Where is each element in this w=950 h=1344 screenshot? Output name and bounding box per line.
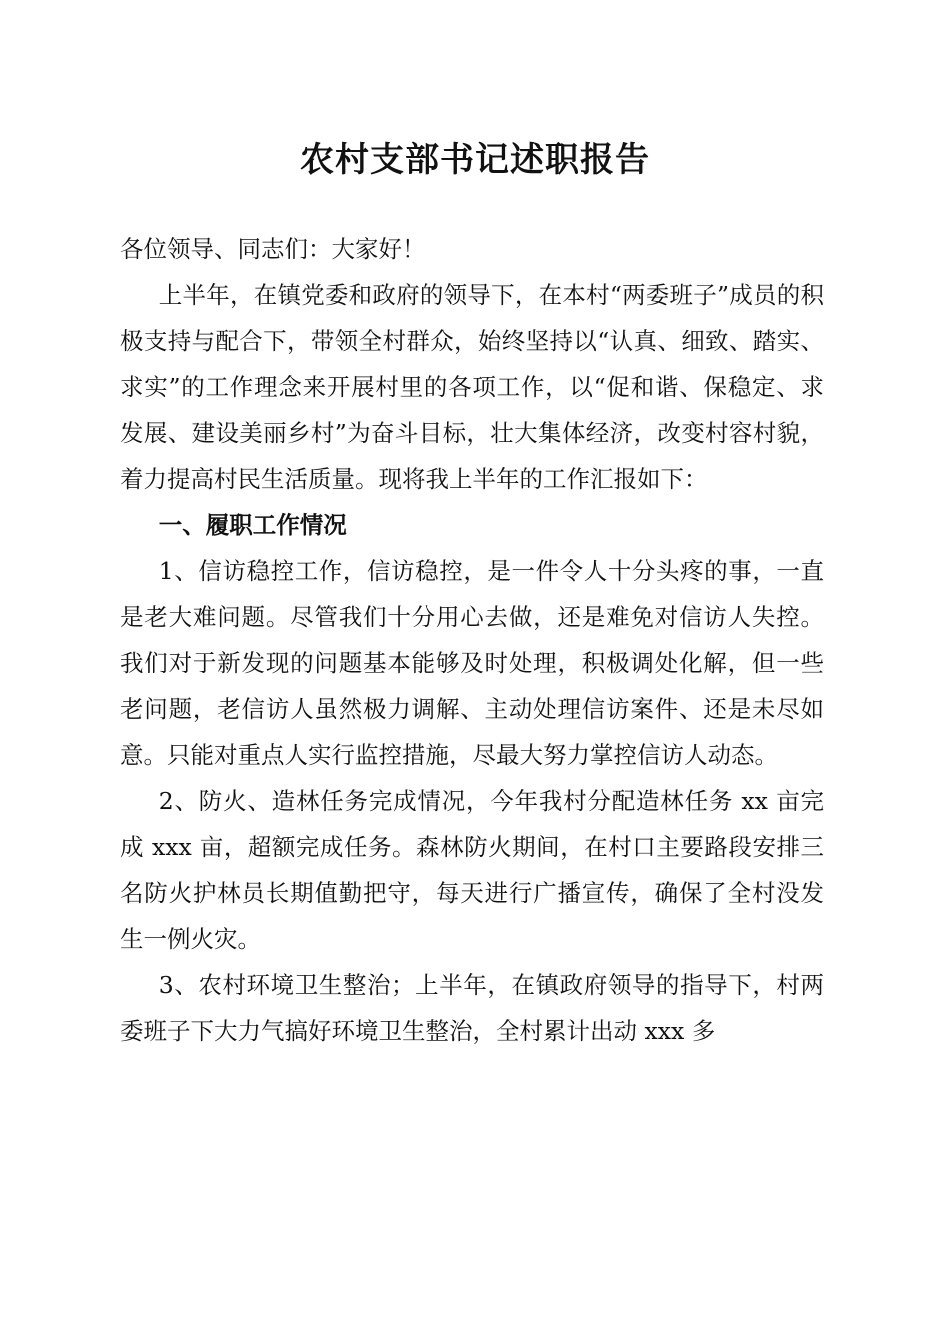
document-title: 农村支部书记述职报告	[300, 140, 650, 180]
item-paragraph-3: 3、农村环境卫生整治；上半年，在镇政府领导的指导下，村两委班子下大力气搞好环境卫生整治，全村累计出动 xxx 多	[120, 971, 824, 1045]
intro-paragraph: 上半年，在镇党委和政府的领导下，在本村“两委班子”成员的积极支持与配合下，带领全村群众，始终坚持以“认真、细致、踏实、求实”的工作理念来开展村里的各项工作，以“促和谐、保稳定、求发展、建设美丽乡村”为奋斗目标，壮大集体经济，改变村容村貌，着力提高村民生活质量。现将我上半年的工作汇报如下：	[120, 281, 824, 493]
greeting-paragraph: 各位领导、同志们：大家好！	[120, 235, 426, 263]
document-body	[120, 226, 824, 1054]
item-paragraph-2: 2、防火、造林任务完成情况，今年我村分配造林任务 xx 亩完成 xxx 亩，超额完成任务。森林防火期间，在村口主要路段安排三名防火护林员长期值勤把守，每天进行广播宣传，确保了全村没发生一例火灾。	[120, 787, 824, 953]
item-paragraph-1: 1、信访稳控工作，信访稳控，是一件令人十分头疼的事，一直是老大难问题。尽管我们十分用心去做，还是难免对信访人失控。我们对于新发现的问题基本能够及时处理，积极调处化解，但一些老问题，老信访人虽然极力调解、主动处理信访案件、还是未尽如意。只能对重点人实行监控措施，尽最大努力掌控信访人动态。	[120, 557, 824, 769]
section-heading: 一、履职工作情况	[158, 511, 347, 539]
